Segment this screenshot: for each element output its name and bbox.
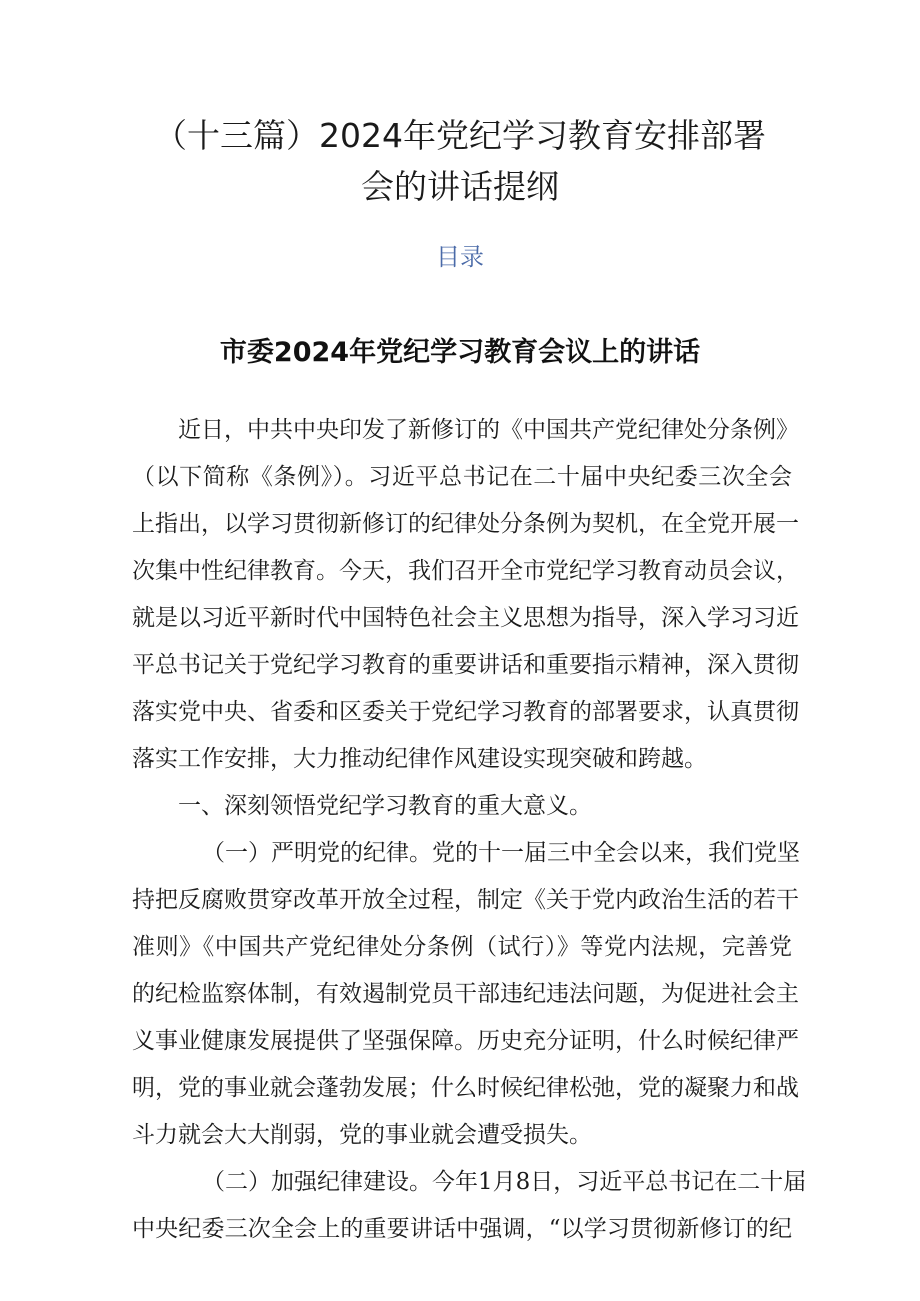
paragraph-line: （一）严明党的纪律。党的十一届三中全会以来，我们党坚: [202, 840, 800, 866]
paragraph-line: 中央纪委三次全会上的重要讲话中强调，“以学习贯彻新修订的纪: [132, 1216, 792, 1242]
paragraph-line: 落实党中央、省委和区委关于党纪学习教育的部署要求，认真贯彻: [132, 699, 799, 725]
paragraph-line: 义事业健康发展提供了坚强保障。历史充分证明，什么时候纪律严: [132, 1028, 799, 1054]
section-heading: 市委2024年党纪学习教育会议上的讲话: [219, 337, 701, 368]
subsection-heading: 一、深刻领悟党纪学习教育的重大意义。: [178, 793, 592, 819]
paragraph-line: （以下简称《条例》）。习近平总书记在二十届中央纪委三次全会: [132, 464, 792, 490]
paragraph-line: 准则》《中国共产党纪律处分条例（试行）》等党内法规，完善党: [132, 934, 792, 960]
document-title-line-1: （十三篇）2024年党纪学习教育安排部署: [154, 116, 766, 155]
paragraph-line: （二）加强纪律建设。今年1月8日，习近平总书记在二十届: [202, 1169, 807, 1195]
table-of-contents-label: 目录: [436, 243, 484, 271]
paragraph-line: 的纪检监察体制，有效遏制党员干部违纪违法问题，为促进社会主: [132, 981, 799, 1007]
paragraph-line: 就是以习近平新时代中国特色社会主义思想为指导，深入学习习近: [132, 605, 799, 631]
paragraph-line: 平总书记关于党纪学习教育的重要讲话和重要指示精神，深入贯彻: [132, 652, 799, 678]
paragraph-line: 明，党的事业就会蓬勃发展；什么时候纪律松弛，党的凝聚力和战: [132, 1075, 799, 1101]
paragraph-line: 斗力就会大大削弱，党的事业就会遭受损失。: [132, 1122, 592, 1148]
paragraph-line: 上指出，以学习贯彻新修订的纪律处分条例为契机，在全党开展一: [132, 511, 799, 537]
paragraph-line: 持把反腐败贯穿改革开放全过程，制定《关于党内政治生活的若干: [132, 887, 799, 913]
paragraph-line: 次集中性纪律教育。今天，我们召开全市党纪学习教育动员会议，: [132, 558, 799, 584]
document-title-line-2: 会的讲话提纲: [361, 167, 559, 206]
paragraph-line: 落实工作安排，大力推动纪律作风建设实现突破和跨越。: [132, 746, 707, 772]
paragraph-line: 近日，中共中央印发了新修订的《中国共产党纪律处分条例》: [178, 417, 799, 443]
